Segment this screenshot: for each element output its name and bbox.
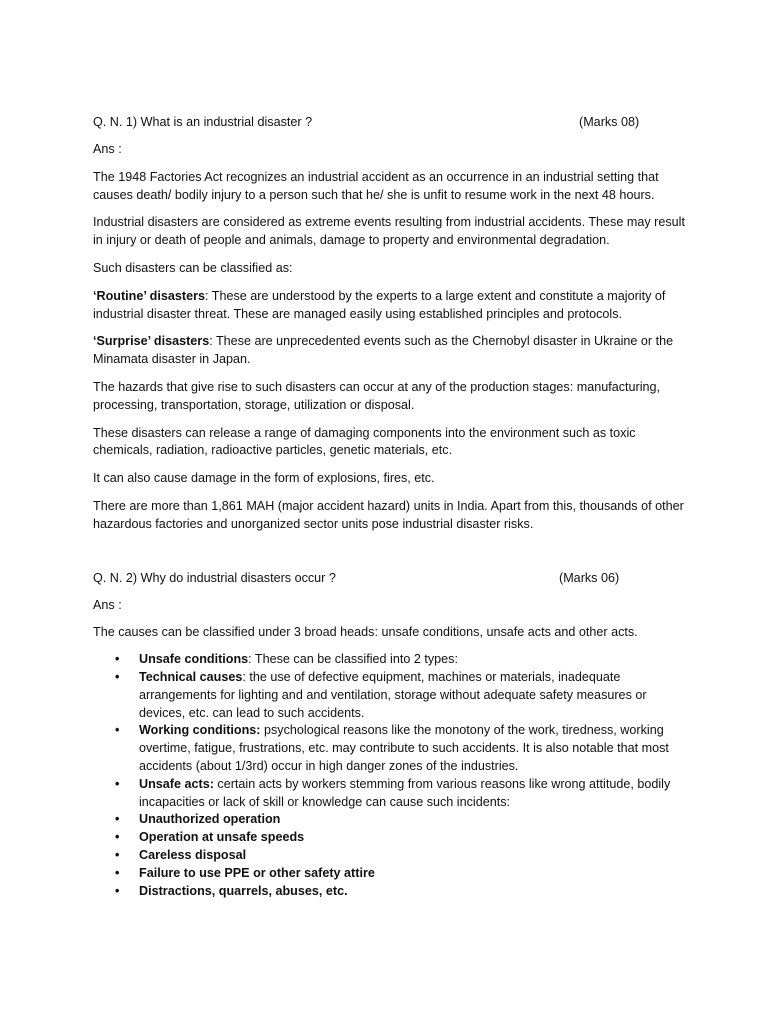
paragraph: These disasters can release a range of damaging components into the environment such as toxic chemicals, radiation, radioactive particles, genetic materials, etc. <box>93 425 636 458</box>
question-1-title: Q. N. 1) What is an industrial disaster ? <box>93 115 313 129</box>
answer-2-label: Ans : <box>93 597 122 612</box>
document-page <box>93 114 693 900</box>
surprise-disasters-paragraph <box>93 333 693 369</box>
list-item-label: Unsafe acts: <box>139 776 214 791</box>
list-item-text: : the use of defective equipment, machines or materials, inadequate arrangements for lighting and and ventilation, storage without adequate safety measures or devices, etc. can lead to such accidents. <box>139 669 647 720</box>
paragraph: Industrial disasters are considered as extreme events resulting from industrial accidents. These may result in injury or death of people and animals, damage to property and environmental degradation. <box>93 215 685 248</box>
bullet-icon: • <box>115 847 120 862</box>
list-item <box>93 811 693 829</box>
question-2-header <box>93 570 693 588</box>
answer-1-label: Ans : <box>93 142 122 156</box>
list-item-label: Careless disposal <box>139 847 247 862</box>
bullet-icon: • <box>115 652 120 667</box>
surprise-disasters-text: : These are unprecedented events such as the Chernobyl disaster in Ukraine or the Minamata disaster in Japan. <box>93 334 674 367</box>
bullet-icon: • <box>115 883 120 898</box>
question-2-title: Q. N. 2) Why do industrial disasters occur ? <box>93 570 336 585</box>
paragraph: Such disasters can be classified as: <box>93 260 293 275</box>
surprise-disasters-label: ‘Surprise’ disasters <box>93 334 210 349</box>
list-item <box>93 829 693 847</box>
bullet-icon: • <box>115 669 120 684</box>
list-item <box>93 883 693 901</box>
bullet-icon: • <box>115 812 120 827</box>
list-item-label: Unauthorized operation <box>139 812 281 827</box>
question-1-marks: (Marks 08) <box>579 115 640 129</box>
list-item <box>93 669 693 722</box>
routine-disasters-paragraph <box>93 288 693 324</box>
routine-disasters-text: : These are understood by the experts to a large extent and constitute a majority of industrial disaster threat. These are managed easily using established principles and protocols. <box>93 288 666 321</box>
paragraph: The hazards that give rise to such disasters can occur at any of the production stages: manufacturing, processing, transportation, storage, utilization or disposal. <box>93 379 661 412</box>
list-item <box>93 776 693 812</box>
list-item <box>93 847 693 865</box>
list-item <box>93 651 693 669</box>
bullet-icon: • <box>115 865 120 880</box>
causes-list <box>93 651 693 900</box>
routine-disasters-label: ‘Routine’ disasters <box>93 288 205 303</box>
list-item-label: Distractions, quarrels, abuses, etc. <box>139 883 348 898</box>
list-item <box>93 722 693 775</box>
list-item-label: Working conditions: <box>139 723 261 738</box>
list-item-text: certain acts by workers stemming from various reasons like wrong attitude, bodily incapacities or lack of skill or knowledge can cause such incidents: <box>139 776 671 809</box>
list-item-label: Technical causes <box>139 669 243 684</box>
list-item-text: psychological reasons like the monotony of the work, tiredness, working overtime, fatigue, frustrations, etc. may contribute to such accidents. It is also notable that most accidents (about 1/3rd) occur in high danger zones of the industries. <box>139 723 669 773</box>
paragraph: The causes can be classified under 3 broad heads: unsafe conditions, unsafe acts and other acts. <box>93 625 638 640</box>
bullet-icon: • <box>115 723 120 738</box>
paragraph: There are more than 1,861 MAH (major accident hazard) units in India. Apart from this, thousands of other hazardous factories and unorganized sector units pose industrial disaster risks. <box>93 498 684 531</box>
list-item-text: : These can be classified into 2 types: <box>248 652 458 667</box>
bullet-icon: • <box>115 776 120 791</box>
list-item-label: Failure to use PPE or other safety attire <box>139 865 375 880</box>
list-item-label: Unsafe conditions <box>139 652 249 667</box>
question-1-header <box>93 114 693 132</box>
bullet-icon: • <box>115 830 120 845</box>
question-2-marks: (Marks 06) <box>559 570 620 585</box>
list-item-label: Operation at unsafe speeds <box>139 830 305 845</box>
list-item <box>93 865 693 883</box>
paragraph: The 1948 Factories Act recognizes an industrial accident as an occurrence in an industrial setting that causes death/ bodily injury to a person such that he/ she is unfit to resume work in the next 48 hours. <box>93 169 659 202</box>
paragraph: It can also cause damage in the form of explosions, fires, etc. <box>93 471 435 486</box>
